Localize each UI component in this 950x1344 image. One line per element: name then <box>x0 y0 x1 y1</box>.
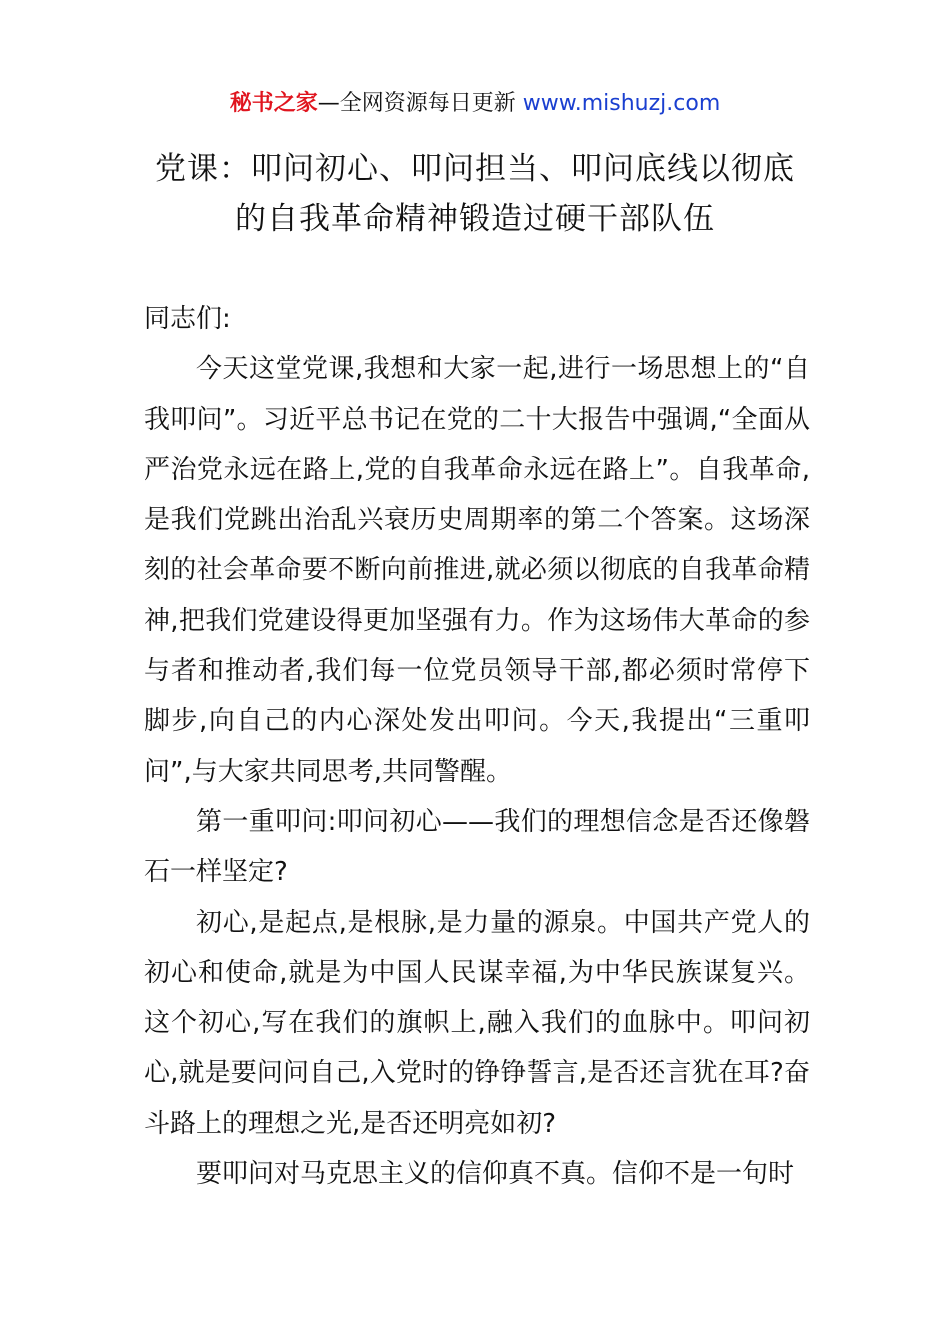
body-paragraph: 要叩问对马克思主义的信仰真不真。信仰不是一句时 <box>196 1159 795 1190</box>
body-paragraph: 初心,是起点,是根脉,是力量的源泉。中国共产党人的初心和使命,就是为中国人民谋幸福,为中华民族谋复兴。这个初心,写在我们的旗帜上,融入我们的血脉中。叩问初心,就是要问问自己,入党时的铮铮誓言,是否还言犹在耳?奋斗路上的理想之光,是否还明亮如初? <box>144 907 810 1139</box>
title-line-2: 的自我革命精神锻造过硬干部队伍 <box>235 201 715 237</box>
header-dash: — <box>317 91 340 116</box>
site-brand: 秘书之家 <box>229 91 318 116</box>
document-body <box>144 294 810 1199</box>
site-url-link[interactable]: www.mishuzj.com <box>522 91 721 116</box>
section-heading: 第一重叩问:叩问初心——我们的理想信念是否还像磐石一样坚定? <box>144 806 810 888</box>
body-paragraph: 今天这堂党课,我想和大家一起,进行一场思想上的“自我叩问”。习近平总书记在党的二十大报告中强调,“全面从严治党永远在路上,党的自我革命永远在路上”。自我革命,是我们党跳出治乱兴衰历史周期率的第二个答案。这场深刻的社会革命要不断向前推进,就必须以彻底的自我革命精神,把我们党建设得更加坚强有力。作为这场伟大革命的参与者和推动者,我们每一位党员领导干部,都必须时常停下脚步,向自己的内心深处发出叩问。今天,我提出“三重叩问”,与大家共同思考,共同警醒。 <box>144 354 810 787</box>
header-slogan: 全网资源每日更新 <box>339 91 523 116</box>
salutation: 同志们: <box>144 304 231 334</box>
title-line-1: 党课：叩问初心、叩问担当、叩问底线以彻底 <box>155 151 795 187</box>
document-title <box>60 144 890 244</box>
site-header <box>0 88 950 120</box>
